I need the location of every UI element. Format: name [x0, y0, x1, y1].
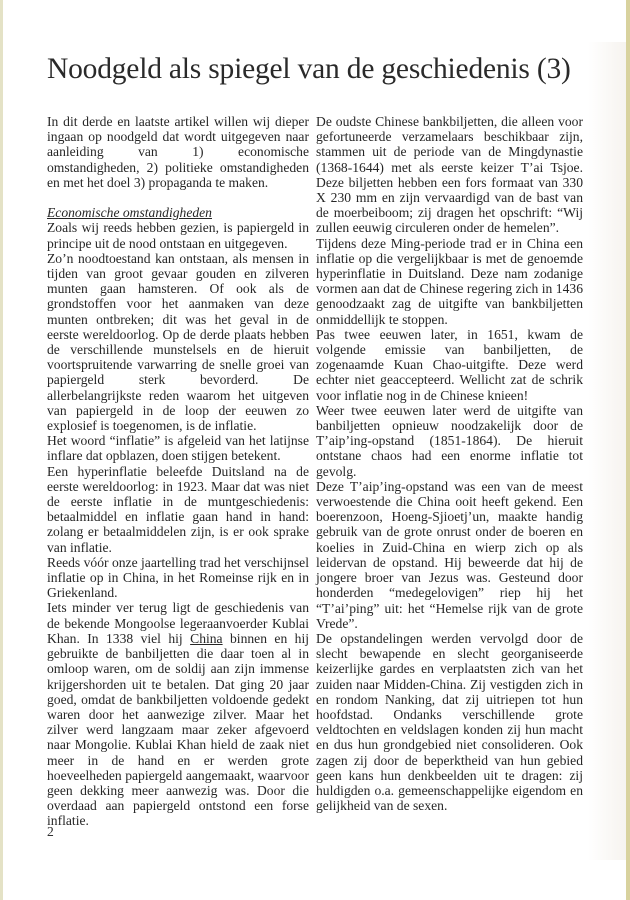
right-column [316, 114, 583, 813]
paragraph: Weer twee eeuwen later werd de uitgifte van banbiljetten opnieuw noodzakelijk door de T’aip’ing-opstand (1851-1864). De hieruit ontstane chaos had een enorme inflatie tot gevolg. [316, 402, 583, 479]
paragraph: Het woord “inflatie” is afgeleid van het latijnse inflare dat opblazen, doen stijgen betekent. [47, 433, 309, 464]
paragraph: Een hyperinflatie beleefde Duitsland na de eerste wereldoorlog: in 1923. Maar dat was niet de eerste inflatie in de muntgeschiedenis: betaalmiddel en inflatie gaan hand in hand: zolang er betaalmiddelen zijn, is er ook sprake van inflatie. [47, 463, 309, 555]
section-heading [47, 205, 309, 220]
section-heading-text: Economische omstandigheden [47, 205, 212, 221]
paragraph: Tijdens deze Ming-periode trad er in China een inflatie op die vergelijkbaar is met de genoemde hyperinflatie in Duitsland. Deze nam zodanige vormen aan dat de Chinese regering zich in 1436 genoodzaakt zag de uitgifte van bankbiljetten onmiddellijk te stoppen. [316, 235, 583, 327]
kublai-khan-paragraph [47, 600, 309, 828]
left-column [47, 114, 309, 829]
paragraph: Zo’n noodtoestand kan ontstaan, als mensen in tijden van groot gevaar gouden en zilveren munten gaan hamsteren. Of ook als de grondstoffen voor het aanmaken van deze munten ontbreken; dit was het geval in de eerste wereldoorlog. Op de derde plaats hebben de verschillende munstelsels en de hieruit voortspruitende varwarring de snelle groei van papiergeld sterk bevorderd. De allerbelangrijkste reden waarom het uitgeven van papiergeld in de loop der eeuwen zo explosief is toegenomen, is de inflatie. [47, 250, 309, 434]
page-number: 2 [47, 824, 54, 839]
underlined-word: China [190, 630, 223, 646]
paragraph-text: binnen en hij gebruikte de banbiljetten die daar toen al in omloop waren, om de soldij aan zijn immense krijgershorden uit te betalen. Dat ging 20 jaar goed, omdat de bankbiljetten voldoende gedekt waren door het aanwezige zilver. Maar het zilver werd langzaam maar zeker afgevoerd naar Mongolie. Kublai Khan hield de zaak niet meer in de hand en er werden grote hoeveelheden papiergeld aangemaakt, waarvoor geen dekking meer aanwezig was. Door die overdaad aan papiergeld ontstond een forse inflatie. [47, 630, 310, 829]
paragraph: Reeds vóór onze jaartelling trad het verschijnsel inflatie op in China, in het Romeinse rijk en in Griekenland. [47, 554, 309, 601]
paragraph: Pas twee eeuwen later, in 1651, kwam de volgende emissie van banbiljetten, de zogenaamde Kuan Chao-uitgifte. Deze werd echter niet geaccepteerd. Wellicht zat de schrik voor inflatie nog in de Chinese knieen! [316, 326, 583, 403]
paragraph: De opstandelingen werden vervolgd door de slecht bewapende en slecht georganiseerde keizerlijke gardes en verplaatsten zich van het zuiden naar Midden-China. Zij vestigden zich in en rondom Nanking, dat zij uitriepen tot hun hoofdstad. Ondanks verschillende grote veldtochten en veldslagen konden zij hun macht en dus hun grondgebied niet consolideren. Ook zagen zij door de beperktheid van hun gebied geen kans hun denkbeelden uit te dragen: zij huldigden o.a. gemeenschappelijke eigendom en gelijkheid van de sexen. [316, 630, 583, 814]
paragraph: Deze T’aip’ing-opstand was een van de meest verwoestende die China ooit heeft gekend. Een boerenzoon, Hoeng-Sjioetj’un, maakte handig gebruik van de grote onrust onder de boeren en koelies in Zuid-China en wierp zich op als leidervan de opstand. Hij beweerde dat hij de jongere broer van Jezus was. Gesteund door honderden “medegelovigen” riep hij het “T’ai’ping” uit: het “Hemelse rijk van de grote Vrede”. [316, 478, 583, 631]
article-title: Noodgeld als spiegel van de geschiedenis (3) [47, 53, 571, 85]
paragraph: De oudste Chinese bankbiljetten, die alleen voor gefortuneerde verzamelaars beschikbaar zijn, stammen uit de periode van de Mingdynastie (1368-1644) met als eerste keizer T’ai Tsjoe. Deze biljetten hebben een fors formaat van 330 X 230 mm en zijn vervaardigd van de bast van de moerbeiboom; zij dragen het opschrift: “Wij zullen eeuwig circuleren onder de hemelen”. [316, 114, 583, 236]
paragraph: Zoals wij reeds hebben gezien, is papiergeld in principe uit de nood ontstaan en uitgegeven. [47, 220, 309, 251]
paragraph-text: Iets minder ver terug ligt de geschiedenis van de bekende Mongoolse legeraanvoerder Kublai Khan. In 1338 viel hij [47, 600, 309, 646]
intro-paragraph: In dit derde en laatste artikel willen wij dieper ingaan op noodgeld dat wordt uitgegeven naar aanleiding van 1) economische omstandigheden, 2) politieke omstandigheden en met het doel 3) propaganda te maken. [47, 114, 309, 190]
